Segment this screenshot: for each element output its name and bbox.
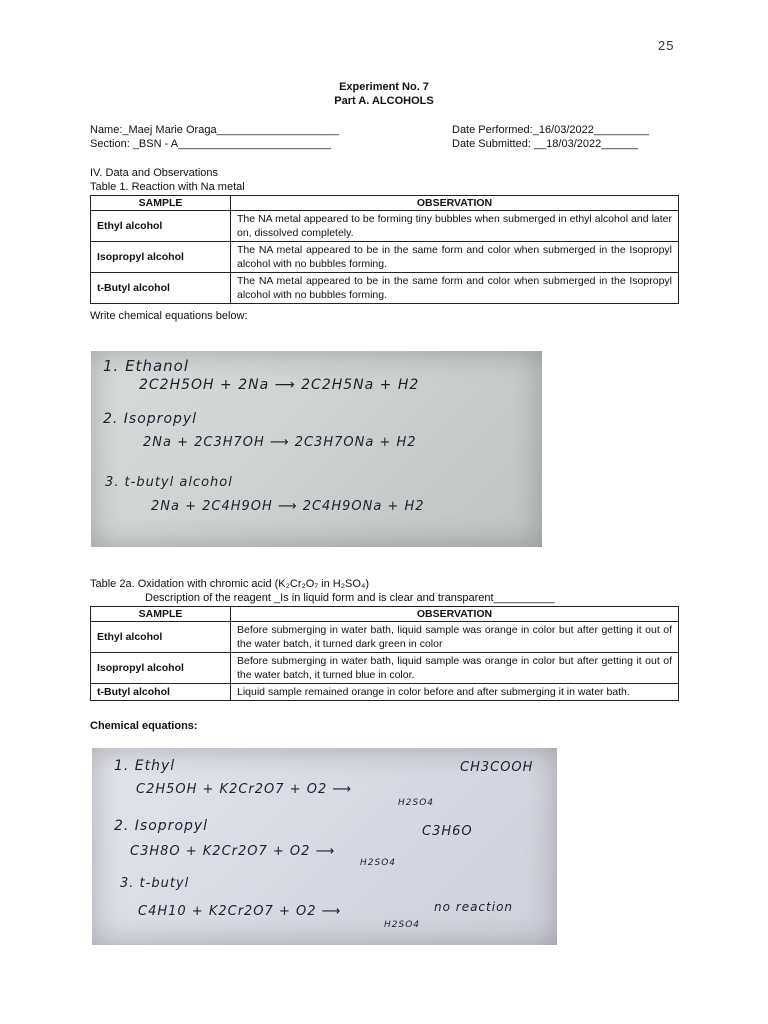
hw-line: C2H5OH + K2Cr2O7 + O2 ⟶ (136, 782, 352, 797)
observation-cell: The NA metal appeared to be in the same form and color when submerged in the Isopropyl alcohol with no bubbles forming. (231, 273, 679, 304)
table-row (91, 622, 679, 653)
observation-cell: Before submerging in water bath, liquid sample was orange in color but after getting it out of the water batch, it turned dark green in color (231, 622, 679, 653)
hw-line: C3H6O (422, 824, 473, 839)
table-row (91, 684, 679, 701)
part-title: Part A. ALCOHOLS (334, 95, 434, 107)
col-observation-header: OBSERVATION (231, 196, 679, 211)
hw-line: 2Na + 2C4H9OH ⟶ 2C4H9ONa + H2 (151, 499, 425, 514)
hw-line: 3. t-butyl (120, 876, 190, 891)
hw-line: 2. Isopropyl (114, 818, 209, 834)
table2 (90, 606, 679, 701)
experiment-title: Experiment No. 7 (339, 81, 429, 93)
date-performed-field (452, 124, 649, 136)
sample-cell: t-Butyl alcohol (91, 684, 231, 701)
table-header-row (91, 196, 679, 211)
table2-caption: Table 2a. Oxidation with chromic acid (K₂Cr₂O₇ in H₂SO₄) (90, 578, 370, 590)
name-field (90, 124, 339, 136)
sample-cell: Isopropyl alcohol (91, 242, 231, 273)
table-row (91, 211, 679, 242)
handwritten-equations-photo-2 (92, 748, 557, 945)
table-header-row (91, 607, 679, 622)
name-value: _Maej Marie Oraga____________________ (122, 124, 339, 136)
col-sample-header: SAMPLE (91, 607, 231, 622)
hw-line: C4H10 + K2Cr2O7 + O2 ⟶ (138, 904, 342, 919)
table-row (91, 242, 679, 273)
date-submitted-field (452, 138, 638, 150)
observation-cell: The NA metal appeared to be in the same form and color when submerged in the Isopropyl alcohol with no bubbles forming. (231, 242, 679, 273)
hw-subscript: H2SO4 (384, 920, 421, 930)
sample-cell: Isopropyl alcohol (91, 653, 231, 684)
write-equations-label: Write chemical equations below: (90, 310, 248, 322)
hw-line: CH3COOH (460, 760, 534, 775)
hw-line: 2. Isopropyl (103, 411, 198, 427)
date-performed-label: Date Performed: (452, 124, 533, 136)
observation-cell: The NA metal appeared to be forming tiny bubbles when submerged in ethyl alcohol and later on, dissolved completely. (231, 211, 679, 242)
handwritten-equations-photo-1 (91, 351, 542, 547)
hw-line: 2C2H5OH + 2Na ⟶ 2C2H5Na + H2 (139, 377, 420, 393)
hw-line: C3H8O + K2Cr2O7 + O2 ⟶ (130, 844, 336, 859)
date-submitted-label: Date Submitted: (452, 138, 531, 150)
section-label: Section: (90, 138, 130, 150)
date-submitted-value: __18/03/2022______ (533, 138, 638, 150)
hw-line: 1. Ethyl (114, 758, 176, 774)
hw-subscript: H2SO4 (360, 858, 397, 868)
hw-line: 3. t-butyl alcohol (105, 475, 233, 490)
table1-caption: Table 1. Reaction with Na metal (90, 181, 245, 193)
table-row (91, 273, 679, 304)
hw-line: no reaction (434, 900, 514, 914)
name-label: Name: (90, 124, 123, 136)
date-performed-value: _16/03/2022_________ (532, 124, 649, 136)
observation-cell: Before submerging in water bath, liquid sample was orange in color but after getting it out of the water batch, it turned blue in color. (231, 653, 679, 684)
sample-cell: Ethyl alcohol (91, 622, 231, 653)
table-row (91, 653, 679, 684)
observation-cell: Liquid sample remained orange in color before and after submerging it in water bath. (231, 684, 679, 701)
sample-cell: Ethyl alcohol (91, 211, 231, 242)
hw-line: 2Na + 2C3H7OH ⟶ 2C3H7ONa + H2 (143, 435, 417, 450)
table1 (90, 195, 679, 304)
section-value: _BSN - A_________________________ (132, 138, 331, 150)
col-observation-header: OBSERVATION (231, 607, 679, 622)
chemical-equations-label: Chemical equations: (90, 720, 198, 732)
hw-line: 1. Ethanol (103, 357, 189, 375)
reagent-description: Description of the reagent _Is in liquid form and is clear and transparent__________ (145, 592, 555, 604)
sample-cell: t-Butyl alcohol (91, 273, 231, 304)
section-field (90, 138, 331, 150)
section-heading: IV. Data and Observations (90, 167, 219, 179)
hw-subscript: H2SO4 (398, 798, 435, 808)
col-sample-header: SAMPLE (91, 196, 231, 211)
page-number: 25 (658, 38, 675, 53)
